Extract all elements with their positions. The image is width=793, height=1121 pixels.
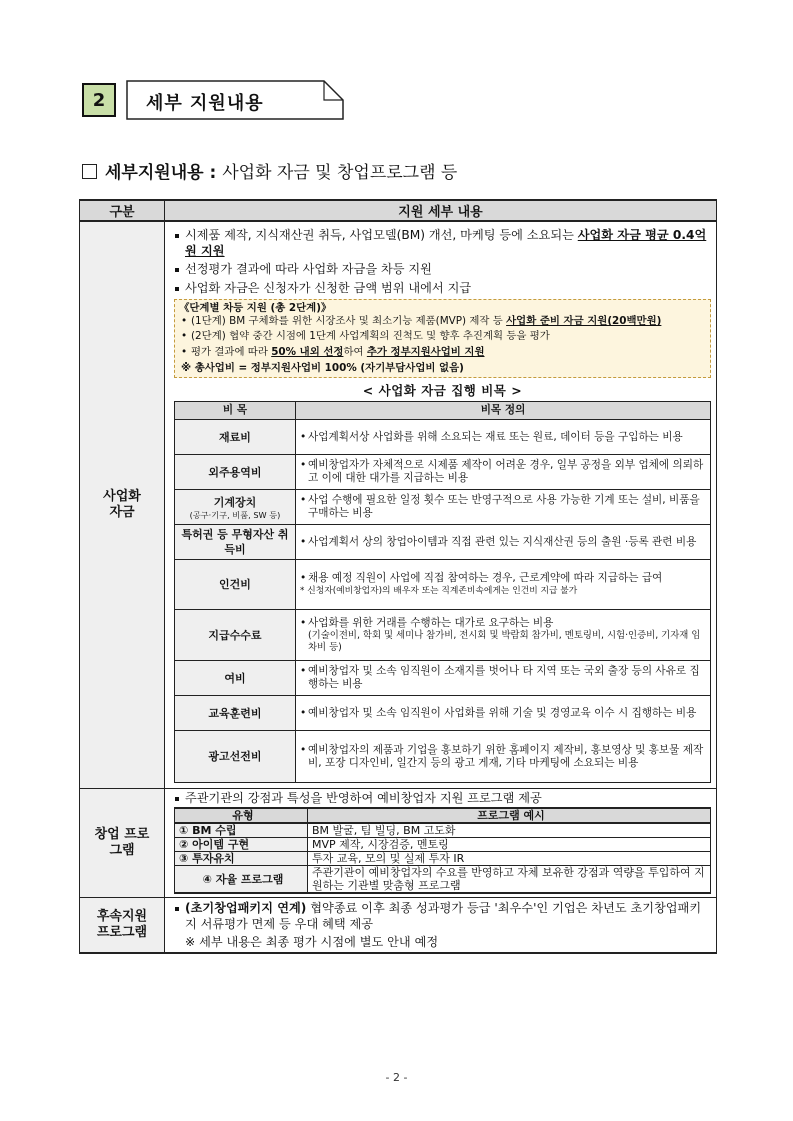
section-number: 2	[82, 83, 116, 117]
program-header-type: 유형	[175, 808, 308, 823]
expense-item-row	[175, 455, 711, 490]
funding-content	[165, 222, 716, 788]
subheading-rest: 사업화 자금 및 창업프로그램 등	[222, 163, 458, 183]
expense-item-def: • 예비창업자가 자체적으로 시제품 제작이 어려운 경우, 일부 공정을 외부 업체에 의뢰하고 이에 대한 대가를 지급하는 비용	[300, 459, 706, 485]
stage-2: • (2단계) 협약 중간 시점에 1단계 사업계획의 진척도 및 향후 추진계획 등을 평가	[179, 330, 705, 343]
expense-item-def: • 사업계획서상 사업화를 위해 소요되는 재료 또는 원료, 데이터 등을 구입하는 비용	[300, 431, 706, 444]
expense-item-def: • 사업 수행에 필요한 일정 횟수 또는 반영구적으로 사용 가능한 기계 또는 설비, 비품을 구매하는 비용	[300, 494, 706, 520]
program-category: 창업 프로그램	[80, 789, 165, 898]
funding-category: 사업화 자금	[80, 221, 165, 789]
expense-item-name: 특허권 등 무형자산 취득비	[175, 525, 296, 560]
subheading-bold: 세부지원내용 :	[105, 163, 217, 183]
expense-item-row	[175, 525, 711, 560]
page-number: - 2 -	[385, 1071, 408, 1084]
funding-point-3: 사업화 자금은 신청자가 신청한 금액 범위 내에서 지급	[174, 280, 711, 296]
expense-item-name: 재료비	[175, 420, 296, 455]
funding-point-1: 시제품 제작, 지식재산권 취득, 사업모델(BM) 개선, 마케팅 등에 소요되는 사업화 자금 평균 0.4억원 지원	[174, 227, 711, 259]
expense-item-sub-def: (기술이전비, 학회 및 세미나 참가비, 전시회 및 박람회 참가비, 멘토링비, 시험·인증비, 기자재 임차비 등)	[308, 629, 701, 653]
program-example: MVP 제작, 시장검증, 멘토링	[308, 838, 711, 852]
expense-item-name: 인건비	[175, 560, 296, 610]
section-title-box	[126, 80, 344, 120]
expense-item-row	[175, 731, 711, 783]
expense-item-def: • 예비창업자의 제품과 기업을 홍보하기 위한 홈페이지 제작비, 홍보영상 및 홍보물 제작비, 포장 디자인비, 일간지 등의 광고 게재, 기타 마케팅에 소요되는 비용	[300, 744, 706, 770]
items-header-name: 비 목	[175, 402, 296, 420]
stage-1: • (1단계) BM 구체화를 위한 시장조사 및 최소기능 제품(MVP) 제작 등 사업화 준비 자금 지원(20백만원)	[179, 315, 705, 328]
support-details-table	[79, 199, 717, 954]
expense-item-name: 교육훈련비	[175, 696, 296, 731]
program-example: 주관기관이 예비창업자의 수요를 반영하고 자체 보유한 강점과 역량을 투입하여 지원하는 기관별 맞춤형 프로그램	[308, 866, 711, 894]
section-title: 세부 지원내용	[146, 93, 264, 114]
program-type: ④ 자율 프로그램	[175, 866, 308, 894]
expense-item-name: 광고선전비	[175, 731, 296, 783]
items-header-def: 비목 정의	[296, 402, 711, 420]
header-category: 구분	[80, 200, 165, 221]
checkbox-square-icon	[82, 164, 97, 179]
expense-item-name: 외주용역비	[175, 455, 296, 490]
stage-3: • 평가 결과에 따라 50% 내외 선정하여 추가 정부지원사업비 지원	[179, 346, 705, 359]
expense-item-def: • 예비창업자 및 소속 임직원이 사업화를 위해 기술 및 경영교육 이수 시 집행하는 비용	[300, 707, 706, 720]
expense-item-def: • 채용 예정 직원이 사업에 직접 참여하는 경우, 근로계약에 따라 지급하는 급여	[300, 572, 706, 585]
program-content	[165, 789, 716, 897]
program-type-row	[175, 866, 711, 894]
funding-row	[80, 221, 717, 789]
followup-note: ※ 세부 내용은 최종 평가 시점에 별도 안내 예정	[185, 935, 439, 949]
followup-category: 후속지원 프로그램	[80, 898, 165, 954]
subheading	[82, 158, 457, 183]
program-row	[80, 789, 717, 898]
stage-support-box	[174, 299, 711, 378]
expense-item-name: 여비	[175, 661, 296, 696]
followup-row	[80, 898, 717, 954]
program-header-example: 프로그램 예시	[308, 808, 711, 823]
expense-item-def: • 사업화를 위한 거래를 수행하는 대가로 요구하는 비용	[300, 617, 706, 630]
expense-item-sub: (공구·기구, 비품, SW 등)	[189, 509, 281, 520]
header-details: 지원 세부 내용	[165, 200, 717, 221]
program-type-row	[175, 823, 711, 838]
program-type: ③ 투자유치	[175, 852, 308, 866]
expense-item-row	[175, 490, 711, 525]
program-type: ② 아이템 구현	[175, 838, 308, 852]
program-example: BM 발굴, 팀 빌딩, BM 고도화	[308, 823, 711, 838]
program-example: 투자 교육, 모의 및 실제 투자 IR	[308, 852, 711, 866]
expense-item-name: 기계장치 (공구·기구, 비품, SW 등)	[175, 490, 296, 525]
expense-item-row	[175, 696, 711, 731]
stage-title: 《단계별 차등 지원 (총 2단계)》	[179, 302, 332, 314]
expense-item-row	[175, 661, 711, 696]
program-intro: 주관기관의 강점과 특성을 반영하여 예비창업자 지원 프로그램 제공	[174, 790, 711, 806]
expense-item-def: • 예비창업자 및 소속 임직원이 소재지를 벗어나 타 지역 또는 국외 출장 등의 사유로 집행하는 비용	[300, 665, 706, 691]
expense-item-row	[175, 610, 711, 661]
expense-item-note: * 신청자(예비창업자)의 배우자 또는 직계존비속에게는 인건비 지급 불가	[300, 586, 578, 596]
items-title: < 사업화 자금 집행 비목 >	[362, 383, 523, 398]
expense-item-def: • 사업계획서 상의 창업아이템과 직접 관련 있는 지식재산권 등의 출원 ·등록 관련 비용	[300, 536, 706, 549]
expense-item-name: 지급수수료	[175, 610, 296, 661]
program-type-row	[175, 838, 711, 852]
stage-total: ※ 총사업비 = 정부지원사업비 100% (자기부담사업비 없음)	[181, 362, 464, 374]
funding-point-2: 선정평가 결과에 따라 사업화 자금을 차등 지원	[174, 261, 711, 277]
followup-content	[165, 898, 716, 952]
followup-point: (초기창업패키지 연계) 협약종료 이후 최종 성과평가 등급 '최우수'인 기업은 차년도 초기창업패키지 서류평가 면제 등 우대 혜택 제공	[174, 900, 711, 932]
expense-item-row	[175, 560, 711, 610]
program-table	[174, 807, 711, 894]
program-type-row	[175, 852, 711, 866]
expense-items-table	[174, 401, 711, 783]
expense-item-row	[175, 420, 711, 455]
program-type: ① BM 수립	[175, 823, 308, 838]
